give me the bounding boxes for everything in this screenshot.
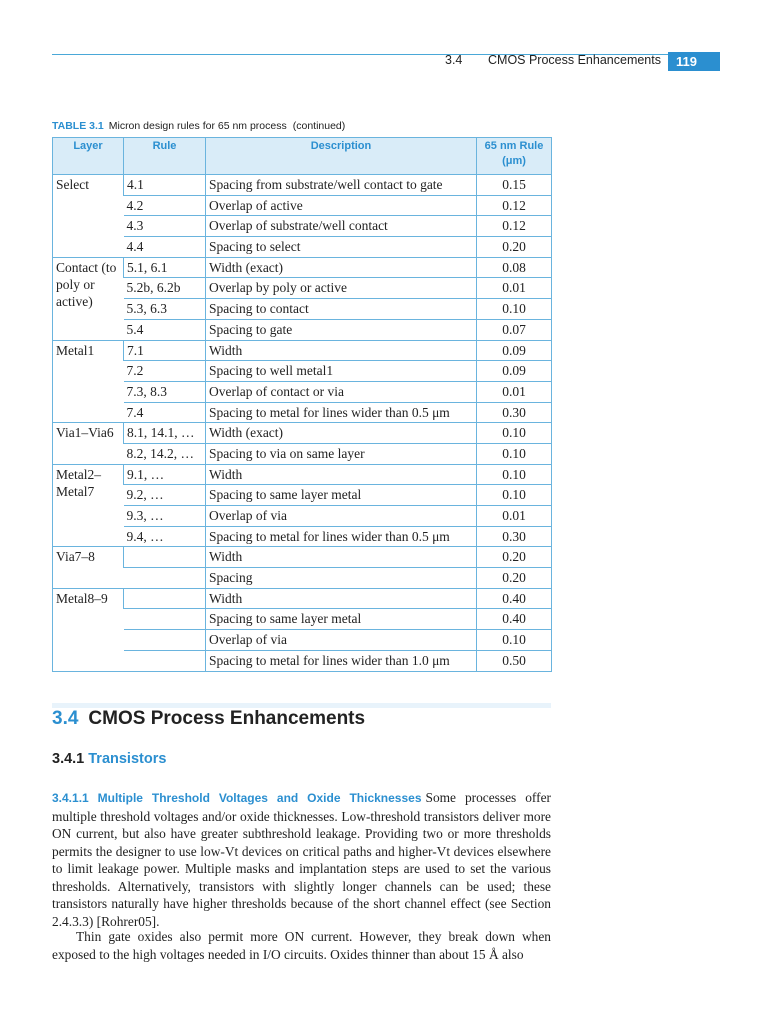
cell-rule [124, 547, 206, 568]
cell-value: 0.01 [477, 506, 552, 527]
cell-layer: Contact (to poly or active) [53, 257, 124, 340]
table-row [53, 237, 552, 258]
cell-value: 0.10 [477, 464, 552, 485]
cell-value: 0.10 [477, 299, 552, 320]
page-number: 119 [668, 52, 720, 71]
cell-rule: 4.4 [124, 237, 206, 258]
col-header-value-unit: (μm) [502, 155, 526, 167]
cell-rule: 5.4 [124, 319, 206, 340]
cell-description: Spacing from substrate/well contact to gate [206, 175, 477, 196]
cell-layer: Via1–Via6 [53, 423, 124, 464]
cell-description: Spacing to gate [206, 319, 477, 340]
cell-value: 0.12 [477, 216, 552, 237]
cell-value: 0.01 [477, 278, 552, 299]
cell-value: 0.09 [477, 340, 552, 361]
cell-rule [124, 588, 206, 609]
cell-rule: 5.1, 6.1 [124, 257, 206, 278]
cell-rule: 7.2 [124, 361, 206, 382]
table-row [53, 195, 552, 216]
section-number: 3.4 [52, 708, 79, 729]
table-row [53, 506, 552, 527]
cell-description: Overlap of substrate/well contact [206, 216, 477, 237]
section-heading [52, 708, 365, 730]
table-row [53, 547, 552, 568]
cell-rule: 9.2, … [124, 485, 206, 506]
cell-description: Width [206, 547, 477, 568]
cell-description: Spacing to via on same layer [206, 443, 477, 464]
cell-value: 0.20 [477, 237, 552, 258]
cell-rule [124, 568, 206, 589]
table-caption [52, 120, 345, 132]
cell-description: Spacing to same layer metal [206, 485, 477, 506]
cell-value: 0.10 [477, 443, 552, 464]
subsection-number: 3.4.1 [52, 751, 85, 767]
cell-description: Spacing to metal for lines wider than 0.5 μm [206, 402, 477, 423]
cell-description: Overlap of active [206, 195, 477, 216]
cell-rule: 5.3, 6.3 [124, 299, 206, 320]
col-header-layer: Layer [53, 138, 124, 175]
cell-value: 0.07 [477, 319, 552, 340]
table-row [53, 257, 552, 278]
cell-description: Width [206, 340, 477, 361]
running-header-section-number: 3.4 [445, 53, 463, 67]
cell-description: Width (exact) [206, 257, 477, 278]
cell-rule: 4.1 [124, 175, 206, 196]
paragraph-1-text: Some processes offer multiple threshold voltages and/or oxide thicknesses. Low-threshold transistors deliver more ON current, but also have greater subthreshold leakage. Providing two or more thresholds permits the designer to use low-Vt devices on critical paths and higher-Vt devices elsewhere to limit leakage power. Multiple masks and implantation steps are used to set the various thresholds. Alternatively, transistors with slightly longer channels can be used; these transistors naturally have higher thresholds because of the short channel effect (see Section 2.4.3.3) [Rohrer05]. [52, 790, 551, 929]
table-row [53, 381, 552, 402]
cell-value: 0.20 [477, 547, 552, 568]
cell-description: Spacing [206, 568, 477, 589]
section-title: CMOS Process Enhancements [88, 708, 366, 729]
cell-description: Overlap of contact or via [206, 381, 477, 402]
table-row [53, 402, 552, 423]
table-continued: (continued) [292, 120, 346, 132]
cell-value: 0.12 [477, 195, 552, 216]
cell-value: 0.08 [477, 257, 552, 278]
table-row [53, 299, 552, 320]
table-row [53, 464, 552, 485]
table-row [53, 361, 552, 382]
cell-value: 0.15 [477, 175, 552, 196]
cell-rule: 8.2, 14.2, … [124, 443, 206, 464]
cell-description: Spacing to metal for lines wider than 0.5 μm [206, 526, 477, 547]
cell-description: Spacing to contact [206, 299, 477, 320]
cell-rule: 9.1, … [124, 464, 206, 485]
cell-value: 0.30 [477, 402, 552, 423]
cell-description: Overlap by poly or active [206, 278, 477, 299]
table-row [53, 588, 552, 609]
subsection-title: Transistors [88, 751, 167, 767]
table-row [53, 423, 552, 444]
body-paragraph-1 [52, 789, 551, 930]
cell-value: 0.10 [477, 423, 552, 444]
table-label: TABLE 3.1 [52, 120, 104, 132]
table-header-row [53, 138, 552, 175]
cell-rule: 4.3 [124, 216, 206, 237]
cell-rule: 8.1, 14.1, … [124, 423, 206, 444]
cell-rule: 9.3, … [124, 506, 206, 527]
cell-layer: Via7–8 [53, 547, 124, 588]
table-row [53, 340, 552, 361]
body-paragraph-2: Thin gate oxides also permit more ON current. However, they break down when exposed to the high voltages needed in I/O circuits. Oxides thinner than about 15 Å also [52, 929, 551, 962]
cell-layer: Metal8–9 [53, 588, 124, 671]
table-title: Micron design rules for 65 nm process [108, 120, 287, 132]
cell-rule [124, 609, 206, 630]
col-header-value [477, 138, 552, 175]
cell-value: 0.01 [477, 381, 552, 402]
cell-layer: Metal2– Metal7 [53, 464, 124, 547]
runin-heading: 3.4.1.1 Multiple Threshold Voltages and Oxide Thicknesses [52, 791, 422, 805]
table-row [53, 175, 552, 196]
subsection-heading [52, 751, 166, 767]
cell-rule: 9.4, … [124, 526, 206, 547]
table-row [53, 278, 552, 299]
cell-value: 0.40 [477, 609, 552, 630]
running-header-title: CMOS Process Enhancements [488, 53, 661, 67]
cell-description: Overlap of via [206, 630, 477, 651]
cell-description: Width (exact) [206, 423, 477, 444]
cell-rule: 7.1 [124, 340, 206, 361]
table-row [53, 216, 552, 237]
cell-description: Spacing to metal for lines wider than 1.0 μm [206, 650, 477, 671]
table-row [53, 609, 552, 630]
design-rules-table [52, 137, 552, 672]
cell-value: 0.50 [477, 650, 552, 671]
table-row [53, 650, 552, 671]
cell-value: 0.30 [477, 526, 552, 547]
col-header-value-label: 65 nm Rule [484, 140, 544, 152]
cell-layer: Select [53, 175, 124, 258]
col-header-description: Description [206, 138, 477, 175]
table-row [53, 485, 552, 506]
cell-rule: 7.3, 8.3 [124, 381, 206, 402]
cell-value: 0.10 [477, 630, 552, 651]
table-row [53, 526, 552, 547]
cell-value: 0.09 [477, 361, 552, 382]
cell-description: Spacing to well metal1 [206, 361, 477, 382]
cell-rule [124, 630, 206, 651]
table-row [53, 568, 552, 589]
cell-value: 0.20 [477, 568, 552, 589]
cell-rule: 7.4 [124, 402, 206, 423]
cell-description: Spacing to same layer metal [206, 609, 477, 630]
cell-rule: 4.2 [124, 195, 206, 216]
cell-value: 0.10 [477, 485, 552, 506]
cell-description: Width [206, 464, 477, 485]
cell-description: Spacing to select [206, 237, 477, 258]
cell-layer: Metal1 [53, 340, 124, 423]
cell-value: 0.40 [477, 588, 552, 609]
table-row [53, 443, 552, 464]
cell-rule [124, 650, 206, 671]
cell-description: Width [206, 588, 477, 609]
cell-rule: 5.2b, 6.2b [124, 278, 206, 299]
col-header-rule: Rule [124, 138, 206, 175]
table-row [53, 319, 552, 340]
table-row [53, 630, 552, 651]
cell-description: Overlap of via [206, 506, 477, 527]
